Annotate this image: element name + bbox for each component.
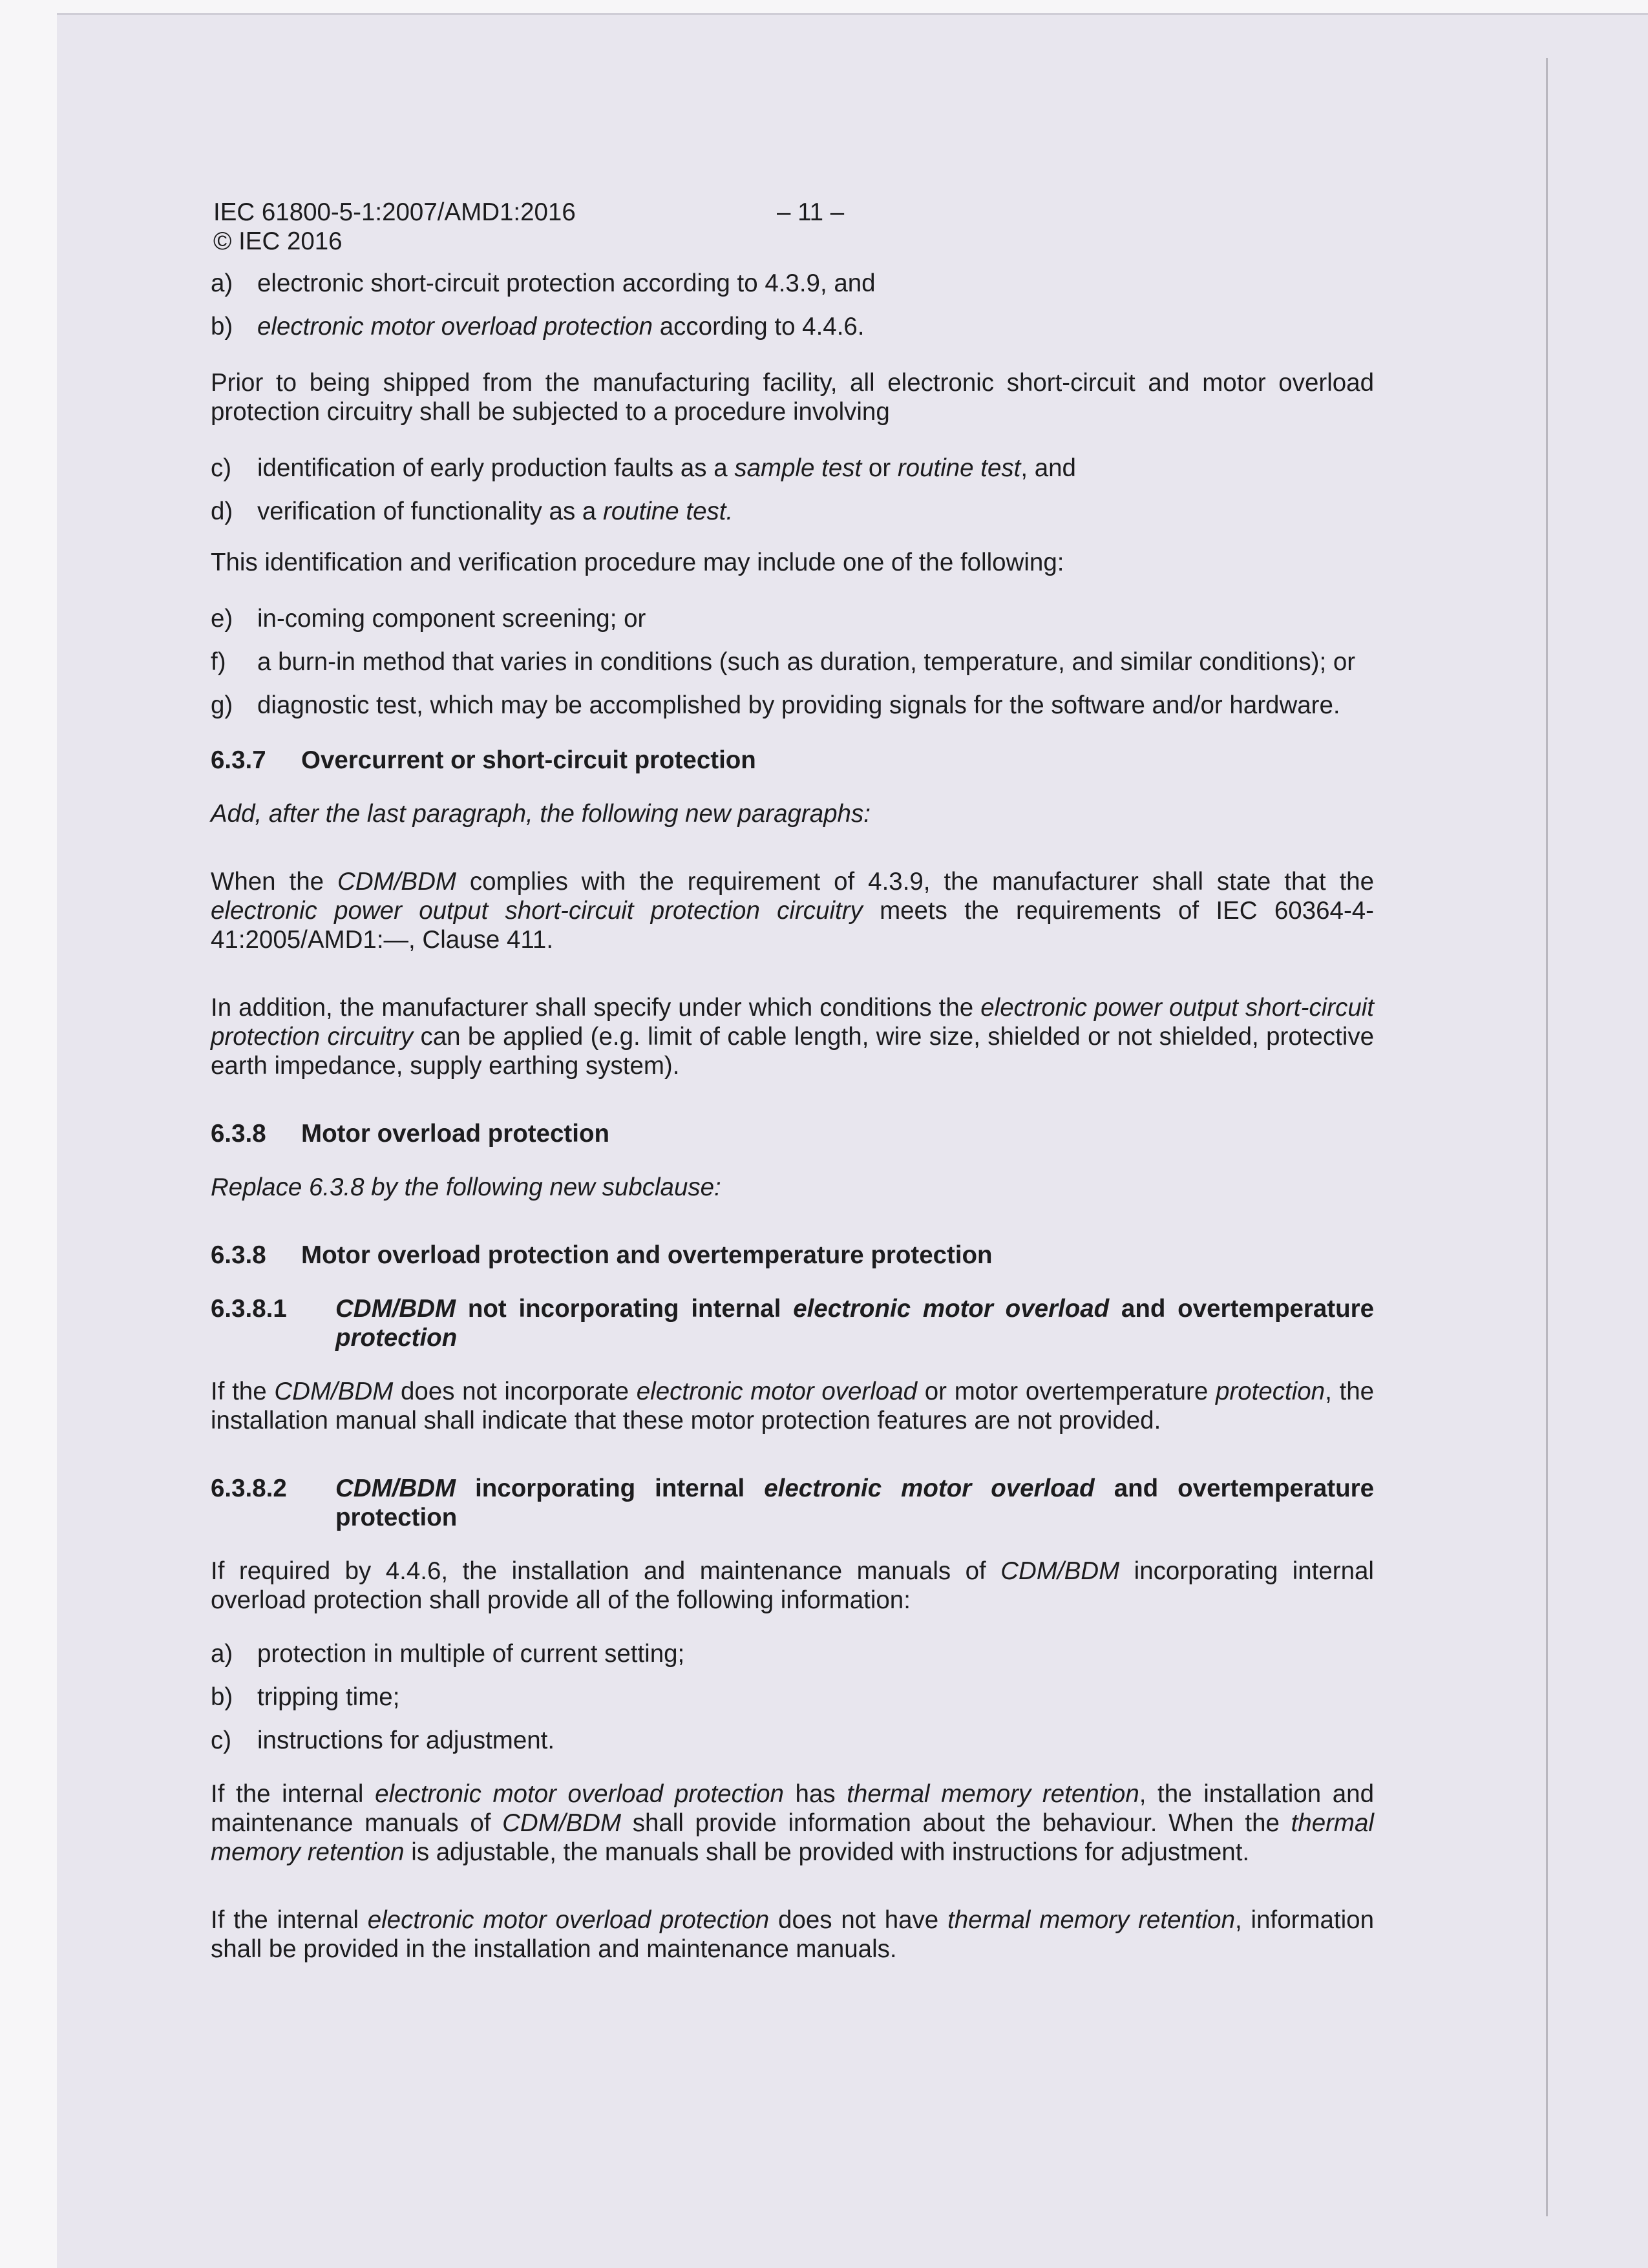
paragraph-thermal-memory (211, 1780, 1374, 1867)
list-item (211, 497, 1374, 526)
list-label: b) (211, 313, 233, 341)
text-run: verification of functionality as a (257, 498, 603, 525)
text-run: If the internal (211, 1780, 375, 1808)
text-run: identification of early production faults as a (257, 454, 735, 482)
section-heading-6-3-7 (211, 746, 1374, 775)
section-title (335, 1474, 1374, 1532)
paragraph-conditions (211, 993, 1374, 1080)
list-item (211, 647, 1374, 677)
list-item (211, 1683, 1374, 1712)
paragraph-procedure: This identification and verification procedure may include one of the following: (211, 549, 1064, 576)
text-run: If the internal (211, 1906, 368, 1934)
paragraph-prior-shipping: Prior to being shipped from the manufacturing facility, all electronic short-circuit and motor overload protection circuitry shall be subjected to a procedure involving (211, 369, 1374, 426)
list-text (257, 497, 1374, 526)
section-heading-6-3-8-new (211, 1241, 1374, 1270)
text-run: is adjustable, the manuals shall be provided with instructions for adjustment. (404, 1838, 1250, 1866)
page-number: – 11 – (777, 198, 845, 226)
section-heading-6-3-8-2 (211, 1474, 1374, 1532)
copyright-notice: © IEC 2016 (213, 227, 343, 255)
defined-term: CDM/BDM (274, 1378, 394, 1405)
list-text: diagnostic test, which may be accomplished by providing signals for the software and/or hardware. (257, 691, 1340, 719)
list-text: electronic short-circuit protection according to 4.3.9, and (257, 269, 876, 297)
page-top-edge (57, 13, 1648, 15)
section-title: Motor overload protection (301, 1120, 609, 1148)
list-label: f) (211, 648, 226, 676)
list-item (211, 604, 1374, 633)
text-run: meets the requirements of IEC 60364-4-41:2005/AMD1:—, Clause 411. (211, 897, 1374, 954)
text-run: has (783, 1780, 847, 1808)
section-title (335, 1294, 1374, 1352)
defined-term: electronic motor overload (764, 1475, 1095, 1502)
list-label: g) (211, 691, 233, 719)
text-run: or (861, 454, 898, 482)
defined-term: CDM/BDM (502, 1809, 622, 1837)
defined-term: thermal memory retention (847, 1780, 1139, 1808)
list-item (211, 691, 1374, 720)
standard-reference: IEC 61800-5-1:2007/AMD1:2016 (213, 198, 576, 226)
text-run: , information shall be provided in the installation and maintenance manuals. (211, 1906, 1374, 1963)
list-item (211, 1639, 1374, 1668)
section-title: Overcurrent or short-circuit protection (301, 746, 756, 774)
text-run: does not have (769, 1906, 948, 1934)
defined-term: CDM/BDM (335, 1295, 456, 1323)
list-text: instructions for adjustment. (257, 1727, 555, 1754)
defined-term: electronic motor overload protection (367, 1906, 770, 1934)
list-item (211, 269, 1374, 298)
text-run: and overtemperature (1109, 1295, 1374, 1323)
section-number: 6.3.8.1 (211, 1295, 287, 1323)
section-number: 6.3.8 (211, 1241, 266, 1269)
list-item (211, 312, 1374, 341)
defined-term: thermal memory retention (947, 1906, 1235, 1934)
text-run: not incorporating internal (456, 1295, 794, 1323)
text-run: does not incorporate (393, 1378, 637, 1405)
defined-term: electronic power output short-circuit protection circuitry (211, 994, 1374, 1051)
defined-term: electronic power output short-circuit protection circuitry (211, 897, 863, 925)
text-run: according to 4.4.6. (653, 313, 865, 341)
text-run: When the (211, 868, 338, 896)
text-run: , and (1020, 454, 1076, 482)
defined-term: routine test (897, 454, 1021, 482)
list-label: c) (211, 454, 232, 482)
list-text: a burn-in method that varies in conditions (such as duration, temperature, and similar conditions); or (257, 648, 1356, 676)
section-number: 6.3.7 (211, 746, 266, 774)
list-label: b) (211, 1683, 233, 1711)
defined-term: thermal memory retention (211, 1809, 1374, 1866)
list-item (211, 454, 1374, 483)
section-title: Motor overload protection and overtemperature protection (301, 1241, 993, 1269)
text-run: complies with the requirement of 4.3.9, the manufacturer shall state that the (456, 868, 1374, 896)
text-run: incorporating internal overload protection shall provide all of the following information: (211, 1557, 1374, 1614)
defined-term: sample test (734, 454, 862, 482)
list-text: protection in multiple of current setting; (257, 1640, 685, 1668)
list-text: in-coming component screening; or (257, 605, 646, 633)
page-header (211, 198, 1374, 256)
defined-term: CDM/BDM (337, 868, 456, 896)
text-run: and overtemperature protection (335, 1475, 1374, 1531)
text-run: can be applied (e.g. limit of cable length, wire size, shielded or not shielded, protective earth impedance, supply earthing system). (211, 1023, 1374, 1080)
section-heading-6-3-8-1 (211, 1294, 1374, 1352)
defined-term: protection (1216, 1378, 1326, 1405)
list-label: e) (211, 605, 233, 633)
defined-term: electronic motor overload protection (257, 313, 653, 341)
list-item (211, 1726, 1374, 1755)
paragraph-cdm-compliance (211, 867, 1374, 954)
amendment-instruction: Replace 6.3.8 by the following new subclause: (211, 1173, 721, 1201)
paragraph-no-thermal-memory (211, 1906, 1374, 1964)
defined-term: electronic motor overload protection (375, 1780, 784, 1808)
list-text (257, 312, 1374, 341)
section-heading-6-3-8 (211, 1119, 1374, 1148)
paragraph-no-protection (211, 1377, 1374, 1435)
defined-term: protection (335, 1324, 458, 1352)
defined-term: routine test. (603, 498, 734, 525)
defined-term: electronic motor overload (636, 1378, 918, 1405)
list-label: a) (211, 1640, 233, 1668)
section-number: 6.3.8.2 (211, 1475, 287, 1502)
text-run: If the (211, 1378, 275, 1405)
text-run: shall provide information about the behaviour. When the (621, 1809, 1291, 1837)
text-run: , the installation manual shall indicate that these motor protection features are not provided. (211, 1378, 1375, 1434)
text-run: , the installation and maintenance manuals of (211, 1780, 1374, 1837)
defined-term: CDM/BDM (1000, 1557, 1120, 1585)
text-run: In addition, the manufacturer shall specify under which conditions the (211, 994, 981, 1022)
defined-term: CDM/BDM (335, 1475, 456, 1502)
list-label: d) (211, 498, 233, 525)
section-number: 6.3.8 (211, 1120, 266, 1148)
list-label: c) (211, 1727, 232, 1754)
text-run: incorporating internal (456, 1475, 765, 1502)
amendment-instruction: Add, after the last paragraph, the following new paragraphs: (211, 800, 871, 828)
list-text (257, 454, 1374, 483)
paragraph-required-info (211, 1557, 1374, 1615)
text-run: or motor overtemperature (917, 1378, 1216, 1405)
defined-term: electronic motor overload (793, 1295, 1110, 1323)
document-body (211, 198, 1374, 1964)
list-text: tripping time; (257, 1683, 400, 1711)
right-margin-line (1546, 58, 1548, 2216)
list-label: a) (211, 269, 233, 297)
text-run: If required by 4.4.6, the installation and maintenance manuals of (211, 1557, 1001, 1585)
